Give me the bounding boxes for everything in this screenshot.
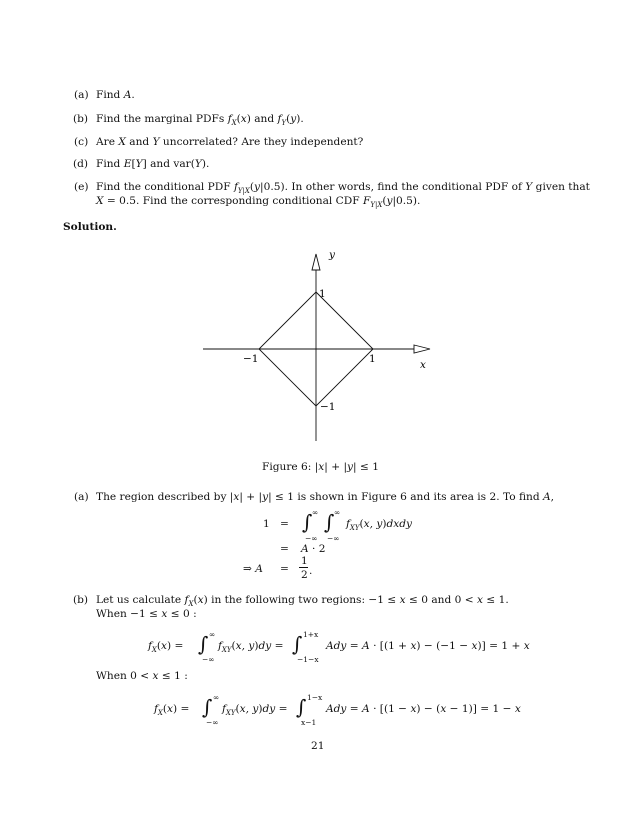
eq1-upper-2: ∞: [334, 508, 341, 517]
eq3-equals: =: [280, 563, 289, 575]
case2-integral-1: ∫: [202, 695, 213, 719]
question-d-text: Find E[Y] and var(Y).: [96, 158, 210, 170]
eq1-lower-2: −∞: [327, 534, 340, 543]
tick-pos-x: 1: [369, 353, 376, 365]
axis-x-label: x: [420, 359, 426, 371]
axis-y-label: y: [329, 249, 335, 261]
eq1-lower-1: −∞: [305, 534, 318, 543]
solution-heading: Solution.: [63, 221, 117, 233]
question-c-text: Are X and Y uncorrelated? Are they independent?: [96, 136, 364, 148]
question-e-label: (e): [74, 181, 89, 193]
question-a-label: (a): [74, 89, 89, 101]
question-b-label: (b): [73, 113, 89, 125]
case1-lower-2: −1−x: [297, 655, 319, 664]
case2-lower-2: x−1: [301, 718, 317, 727]
tick-pos-y: 1: [319, 288, 326, 300]
eq2-rhs: A · 2: [301, 543, 326, 555]
question-d-label: (d): [73, 158, 89, 170]
eq3-period: .: [309, 565, 313, 577]
question-a-text: Find A.: [96, 89, 135, 101]
case1-upper-2: 1+x: [303, 630, 319, 639]
case1-integral-1: ∫: [198, 632, 209, 656]
case2-integral-2: ∫: [296, 695, 307, 719]
eq3-denominator: 2: [301, 569, 308, 581]
eq1-integrand: $f_{XY}(x$, y)dxdy: [346, 518, 413, 533]
case2-upper-1: ∞: [213, 693, 220, 702]
x-axis-arrow: [414, 345, 430, 353]
eq1-equals: =: [280, 518, 289, 530]
question-c-label: (c): [74, 136, 89, 148]
question-e-text: Find the conditional PDF $f_{Y|X}(y|0.5)$. In other words, find the conditional PDF of Y given that: [96, 181, 590, 196]
case2-lhs: $f_X(x)$ =: [154, 703, 190, 718]
page-number: 21: [311, 740, 325, 752]
y-axis-arrow: [312, 254, 320, 270]
eq2-equals: =: [280, 543, 289, 555]
case1-lhs: $f_X(x)$ =: [148, 640, 184, 655]
eq3-numerator: 1: [301, 555, 308, 567]
tick-neg-x: −1: [243, 353, 259, 365]
question-b-text: Find the marginal PDFs $f_X(x)$ and $f_Y(y)$.: [96, 113, 304, 128]
figure-caption: Figure 6: |x| + |y| ≤ 1: [262, 461, 379, 473]
case1-lower-1: −∞: [202, 655, 215, 664]
case2-upper-2: 1−x: [307, 693, 323, 702]
eq1-integral-2: ∫: [324, 510, 335, 534]
eq3-lhs: ⇒ A: [243, 563, 263, 575]
case2-integrand-1: $f_{XY}(x$, y)dy =: [222, 703, 288, 718]
question-e-text-line2: X = 0.5. Find the corresponding conditional CDF $F_{Y|X}(y|0.5)$.: [96, 195, 421, 210]
eq1-lhs: 1: [263, 518, 270, 530]
eq3-fraction-bar: [299, 567, 308, 568]
tick-neg-y: −1: [320, 401, 336, 413]
case1-integrand-1: $f_{XY}(x$, y)dy =: [218, 640, 284, 655]
case1-heading: When −1 ≤ x ≤ 0 :: [96, 608, 197, 620]
part-a-label: (a): [74, 491, 89, 503]
case2-lower-1: −∞: [206, 718, 219, 727]
part-b-text: Let us calculate $f_X(x)$ in the following two regions: −1 ≤ x ≤ 0 and 0 < x ≤ 1.: [96, 594, 509, 609]
eq1-upper-1: ∞: [312, 508, 319, 517]
case1-integrand-2: Ady = A · [(1 + x) − (−1 − x)] = 1 + x: [326, 640, 530, 652]
case1-integral-2: ∫: [292, 632, 303, 656]
case2-heading: When 0 < x ≤ 1 :: [96, 670, 188, 682]
eq1-integral-1: ∫: [302, 510, 313, 534]
case2-integrand-2: Ady = A · [(1 − x) − (x − 1)] = 1 − x: [326, 703, 521, 715]
part-a-text: The region described by |x| + |y| ≤ 1 is shown in Figure 6 and its area is 2. To find A,: [96, 491, 555, 503]
case1-upper-1: ∞: [209, 630, 216, 639]
part-b-label: (b): [73, 594, 89, 606]
